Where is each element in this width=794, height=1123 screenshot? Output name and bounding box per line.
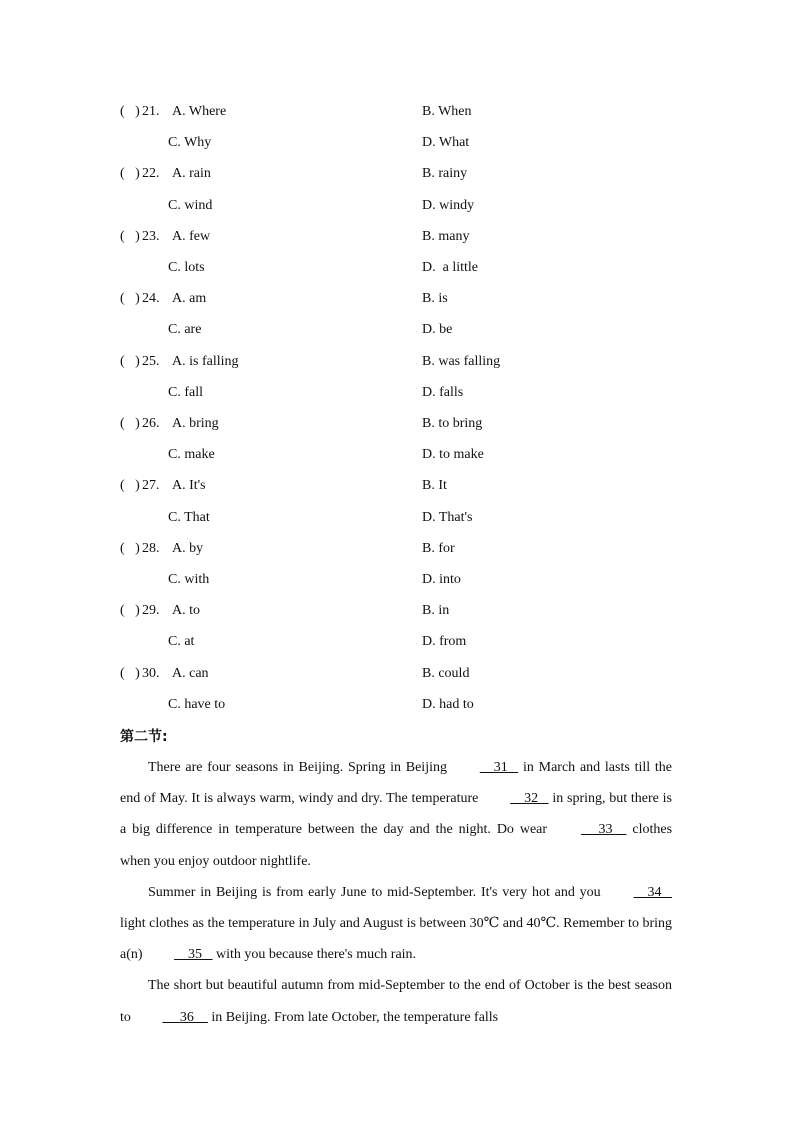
- passage-text: There are four seasons in Beijing. Spring in Beijing: [148, 760, 452, 775]
- question-number: 26.: [142, 416, 160, 431]
- question-number: 29.: [142, 603, 160, 619]
- option-b[interactable]: B. rainy: [422, 166, 468, 182]
- question-number: 28.: [142, 540, 160, 556]
- answer-paren[interactable]: ( ): [120, 665, 140, 681]
- question-row-options: [120, 258, 680, 278]
- option-a[interactable]: A. Where: [172, 104, 227, 119]
- passage-text: in Beijing. From late October, the temperature falls: [207, 1009, 499, 1025]
- option-a[interactable]: A. rain: [172, 166, 211, 182]
- blank-33[interactable]: 33: [580, 822, 627, 838]
- question-row: [120, 539, 680, 559]
- question-number: 25.: [142, 353, 160, 369]
- question-row-options: [120, 570, 680, 590]
- passage-text: with you because there's much rain.: [212, 947, 417, 963]
- question-row: [120, 664, 680, 684]
- question-row-options: [120, 445, 680, 465]
- option-b[interactable]: B. for: [422, 540, 455, 556]
- option-d[interactable]: D. to make: [422, 447, 484, 463]
- passage-text: Summer in Beijing is from early June to mid-September. It's very hot and you: [148, 884, 606, 900]
- option-b[interactable]: B. was falling: [422, 353, 501, 369]
- option-c[interactable]: C. are: [168, 322, 202, 338]
- option-c[interactable]: C. have to: [168, 696, 226, 712]
- option-c[interactable]: C. That: [168, 509, 210, 525]
- question-row: [120, 601, 680, 621]
- passage-text: clothes when you enjoy outdoor nightlife.: [120, 822, 673, 869]
- option-c[interactable]: C. fall: [168, 384, 203, 400]
- question-row: [120, 102, 680, 122]
- blank-31[interactable]: 31: [479, 760, 519, 775]
- blank-36[interactable]: 36: [162, 1009, 208, 1025]
- question-row: [120, 476, 680, 496]
- paragraph-spring: [120, 752, 672, 877]
- reading-passage: [120, 752, 672, 1033]
- answer-paren[interactable]: ( ): [120, 478, 140, 494]
- section-heading: 第二节:: [120, 729, 168, 745]
- option-d[interactable]: D. That's: [422, 509, 473, 525]
- option-a[interactable]: A. can: [172, 665, 209, 681]
- question-row-options: [120, 196, 680, 216]
- passage-text: in spring, but there is a big difference in temperature between the day and the night. Do wear: [120, 791, 672, 838]
- question-number: 22.: [142, 166, 160, 182]
- blank-35[interactable]: 35: [174, 947, 213, 963]
- passage-text: The short but beautiful autumn from mid-September to the end of October is the best season to: [120, 978, 672, 1025]
- question-number: 27.: [142, 478, 160, 494]
- option-d[interactable]: D. had to: [422, 696, 474, 712]
- option-d[interactable]: D. a little: [422, 260, 478, 275]
- question-row: [120, 227, 680, 247]
- answer-paren[interactable]: ( ): [120, 353, 140, 369]
- option-c[interactable]: C. lots: [168, 260, 205, 275]
- passage-text: light clothes as the temperature in July and August is between 30℃ and 40℃. Remember to bring a(n): [120, 916, 672, 963]
- paragraph-autumn: [120, 970, 672, 1032]
- blank-32[interactable]: 32: [510, 791, 549, 807]
- option-c[interactable]: C. Why: [168, 135, 212, 151]
- question-number: 30.: [142, 665, 160, 681]
- question-row-options: [120, 695, 680, 715]
- option-d[interactable]: D. from: [422, 634, 467, 650]
- option-b[interactable]: B. It: [422, 478, 447, 494]
- option-b[interactable]: B. in: [422, 603, 450, 619]
- option-b[interactable]: B. to bring: [422, 416, 483, 431]
- option-b[interactable]: B. When: [422, 104, 472, 119]
- paragraph-summer: [120, 877, 672, 971]
- option-d[interactable]: D. windy: [422, 197, 475, 213]
- passage-text: in March and lasts till the end of May. It is always warm, windy and dry. The temperature: [120, 760, 672, 807]
- answer-paren[interactable]: ( ): [120, 104, 140, 119]
- question-row-options: [120, 320, 680, 340]
- blank-34[interactable]: 34: [633, 884, 672, 900]
- option-c[interactable]: C. with: [168, 572, 210, 587]
- option-c[interactable]: C. wind: [168, 197, 213, 213]
- question-row: [120, 414, 680, 434]
- question-number: 24.: [142, 291, 160, 307]
- answer-paren[interactable]: ( ): [120, 416, 140, 431]
- question-row: [120, 164, 680, 184]
- option-a[interactable]: A. am: [172, 291, 207, 307]
- question-row: [120, 352, 680, 372]
- question-row-options: [120, 508, 680, 528]
- question-row-options: [120, 133, 680, 153]
- option-c[interactable]: C. at: [168, 634, 195, 650]
- option-d[interactable]: D. into: [422, 572, 461, 587]
- answer-paren[interactable]: ( ): [120, 166, 140, 182]
- question-row-options: [120, 383, 680, 403]
- question-row: [120, 289, 680, 309]
- option-c[interactable]: C. make: [168, 447, 215, 463]
- answer-paren[interactable]: ( ): [120, 603, 140, 619]
- option-a[interactable]: A. It's: [172, 478, 206, 494]
- option-b[interactable]: B. many: [422, 228, 470, 244]
- option-b[interactable]: B. is: [422, 291, 448, 307]
- question-number: 21.: [142, 104, 160, 119]
- option-a[interactable]: A. few: [172, 228, 211, 244]
- option-a[interactable]: A. to: [172, 603, 200, 619]
- option-d[interactable]: D. falls: [422, 384, 464, 400]
- question-number: 23.: [142, 228, 160, 244]
- answer-paren[interactable]: ( ): [120, 228, 140, 244]
- option-a[interactable]: A. by: [172, 540, 204, 556]
- answer-paren[interactable]: ( ): [120, 540, 140, 556]
- option-d[interactable]: D. be: [422, 322, 453, 338]
- question-row-options: [120, 632, 680, 652]
- option-a[interactable]: A. is falling: [172, 353, 239, 369]
- option-d[interactable]: D. What: [422, 135, 470, 151]
- option-a[interactable]: A. bring: [172, 416, 219, 431]
- option-b[interactable]: B. could: [422, 665, 470, 681]
- answer-paren[interactable]: ( ): [120, 291, 140, 307]
